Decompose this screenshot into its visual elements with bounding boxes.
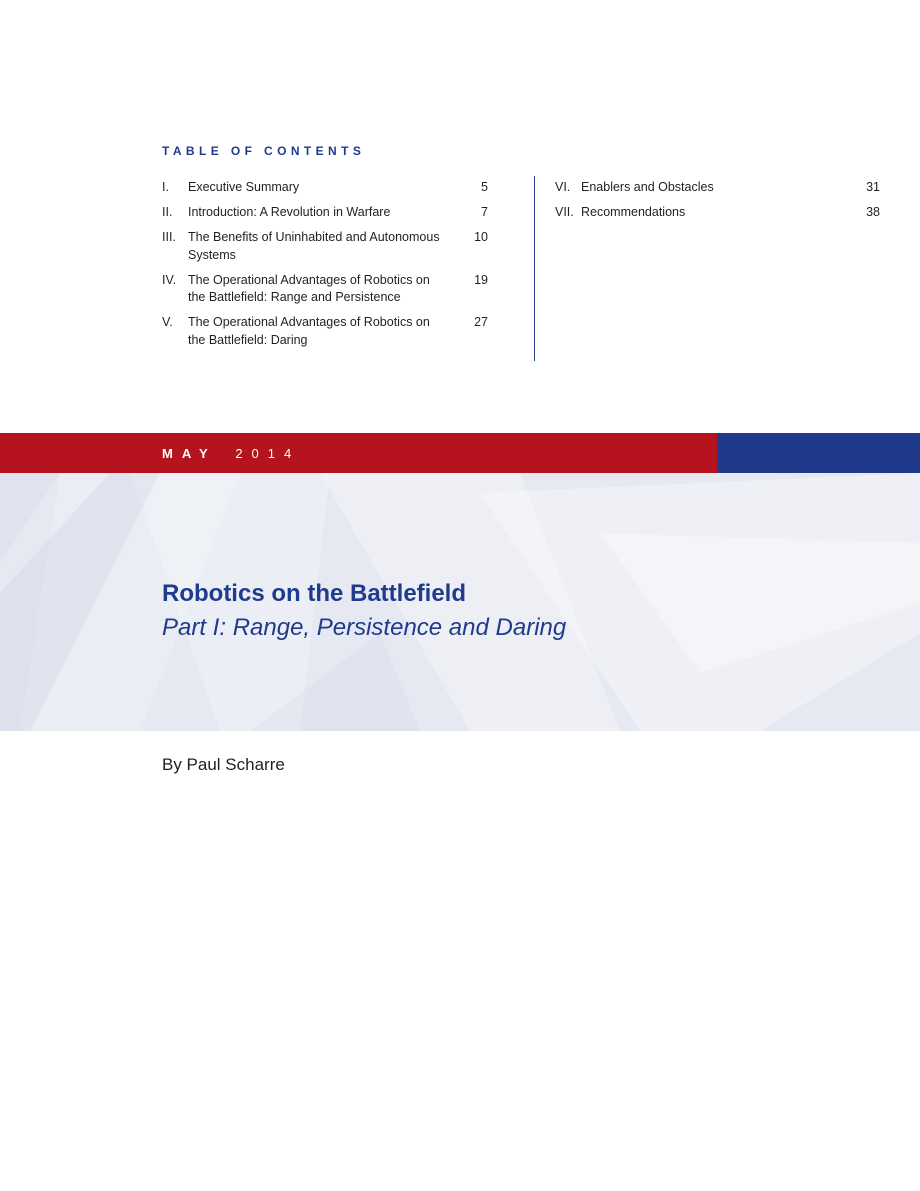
date-bar-blue-segment: [717, 433, 920, 473]
toc-entry-title: Introduction: A Revolution in Warfare: [188, 205, 391, 219]
date-month: MAY: [162, 446, 217, 461]
toc-divider: [534, 176, 535, 361]
toc-entry-7[interactable]: [555, 204, 880, 222]
toc-entry-number: IV.: [162, 272, 177, 287]
toc-entry-2[interactable]: [162, 204, 488, 222]
toc-entry-4[interactable]: [162, 272, 488, 307]
toc-left-column: [162, 179, 488, 357]
toc-entry-number: V.: [162, 315, 173, 329]
toc-entry-title: Recommendations: [581, 205, 686, 219]
toc-entry-title: The Operational Advantages of Robotics on the Battlefield: Range and Persistence: [188, 272, 430, 304]
date-bar: [0, 433, 920, 473]
toc-entry-title: The Benefits of Uninhabited and Autonomous Systems: [188, 230, 440, 262]
toc-entry-title: Enablers and Obstacles: [581, 180, 714, 194]
toc-entry-page: 38: [866, 205, 880, 219]
toc-entry-number: III.: [162, 230, 176, 244]
toc-entry-title: Executive Summary: [188, 180, 300, 194]
toc-entry-number: II.: [162, 205, 173, 219]
toc-entry-6[interactable]: [555, 179, 880, 197]
date-bar-red-segment: [0, 433, 717, 473]
toc-entry-page: 19: [474, 272, 488, 287]
report-subtitle: Part I: Range, Persistence and Daring: [162, 614, 567, 641]
toc-entry-page: 10: [474, 230, 488, 244]
toc-entry-number: VII.: [555, 205, 574, 219]
author-byline: By Paul Scharre: [162, 755, 285, 774]
toc-entry-page: 5: [481, 180, 488, 194]
toc-entry-number: VI.: [555, 180, 571, 194]
toc-entry-page: 31: [866, 180, 880, 194]
report-title: Robotics on the Battlefield: [162, 580, 467, 607]
toc-heading: TABLE OF CONTENTS: [162, 144, 366, 158]
toc-right-column: [555, 179, 880, 229]
publication-date: [162, 446, 300, 461]
toc-entry-5[interactable]: [162, 314, 488, 349]
toc-entry-3[interactable]: [162, 229, 488, 264]
toc-entry-page: 27: [474, 315, 488, 329]
date-year: 2014: [235, 446, 301, 461]
toc-entry-title: The Operational Advantages of Robotics on the Battlefield: Daring: [188, 315, 430, 347]
toc-entry-1[interactable]: [162, 179, 488, 197]
toc-entry-page: 7: [481, 205, 488, 219]
toc-entry-number: I.: [162, 180, 169, 194]
